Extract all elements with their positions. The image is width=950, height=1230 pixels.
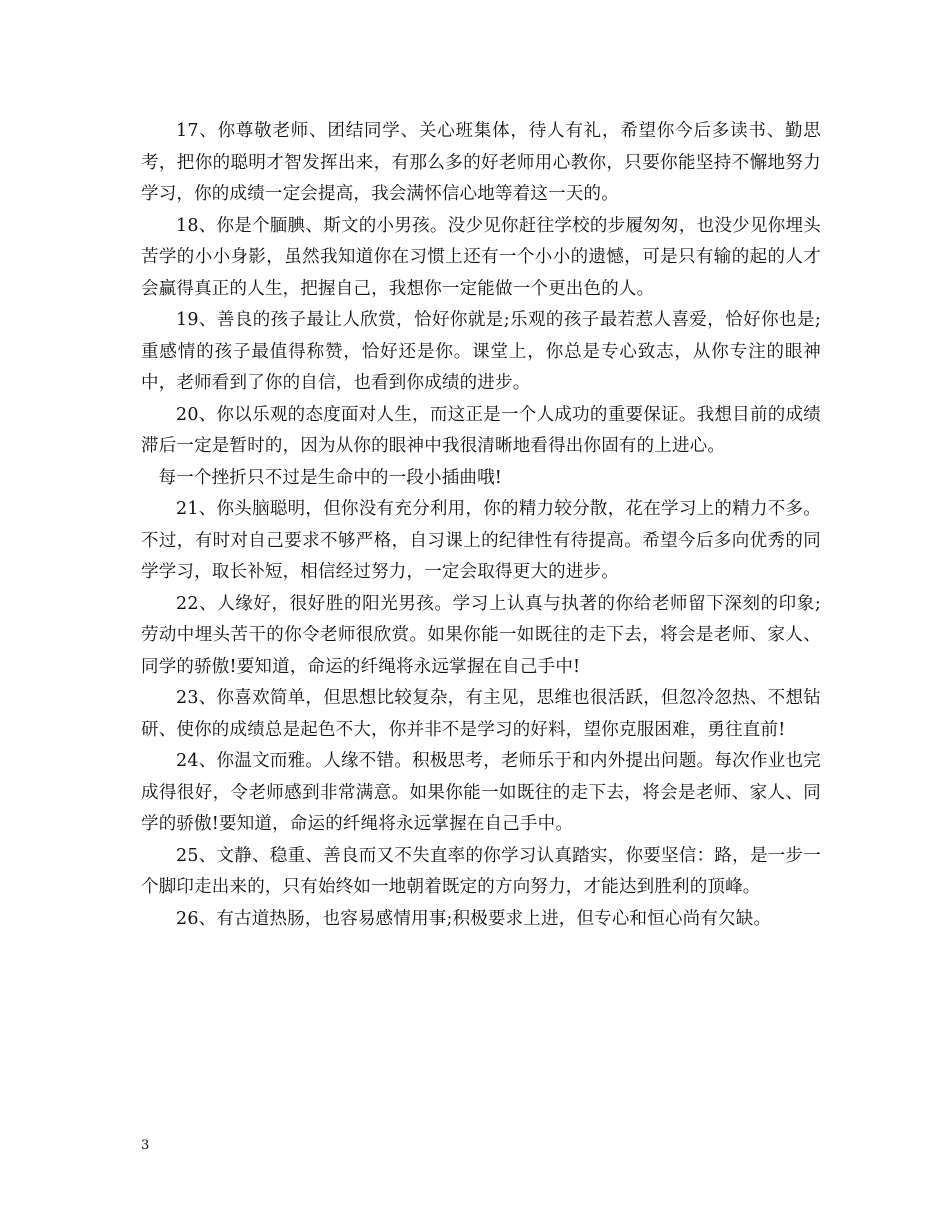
paragraph-19: 19、善良的孩子最让人欣赏，恰好你就是;乐观的孩子最若惹人喜爱，恰好你也是;重感情的孩子最值得称赞，恰好还是你。课堂上，你总是专心致志，从你专注的眼神中，老师看到了你的自信，也看到你成绩的进步。 xyxy=(141,310,821,393)
paragraph-21: 21、你头脑聪明，但你没有充分利用，你的精力较分散，花在学习上的精力不多。不过，有时对自己要求不够严格，自习课上的纪律性有待提高。希望今后多向优秀的同学学习，取长补短，相信经过努力，一定会取得更大的进步。 xyxy=(141,499,821,582)
paragraph-25: 25、文静、稳重、善良而又不失直率的你学习认真踏实，你要坚信：路，是一步一个脚印走出来的，只有始终如一地朝着既定的方向努力，才能达到胜利的顶峰。 xyxy=(141,845,821,897)
document-body xyxy=(141,116,821,935)
paragraph-20-continued: 每一个挫折只不过是生命中的一段小插曲哦! xyxy=(158,467,503,488)
paragraph-24: 24、你温文而雅。人缘不错。积极思考，老师乐于和内外提出问题。每次作业也完成得很好，令老师感到非常满意。如果你能一如既往的走下去，将会是老师、家人、同学的骄傲!要知道，命运的纤绳将永远掌握在自己手中。 xyxy=(141,751,821,834)
page-number: 3 xyxy=(141,1138,150,1153)
paragraph-26: 26、有古道热肠，也容易感情用事;积极要求上进，但专心和恒心尚有欠缺。 xyxy=(176,908,772,929)
paragraph-22: 22、人缘好，很好胜的阳光男孩。学习上认真与执著的你给老师留下深刻的印象;劳动中埋头苦干的你令老师很欣赏。如果你能一如既往的走下去，将会是老师、家人、同学的骄傲!要知道，命运的纤绳将永远掌握在自己手中! xyxy=(141,593,821,677)
paragraph-23: 23、你喜欢简单，但思想比较复杂，有主见，思维也很活跃，但忽冷忽热、不想钻研、使你的成绩总是起色不大，你并非不是学习的好料，望你克服困难，勇往直前! xyxy=(141,688,821,740)
paragraph-20: 20、你以乐观的态度面对人生，而这正是一个人成功的重要保证。我想目前的成绩滞后一定是暂时的，因为从你的眼神中我很清晰地看得出你固有的上进心。 xyxy=(141,404,821,456)
paragraph-18: 18、你是个腼腆、斯文的小男孩。没少见你赶往学校的步履匆匆，也没少见你埋头苦学的小小身影，虽然我知道你在习惯上还有一个小小的遗憾，可是只有输的起的人才会赢得真正的人生，把握自己，我想你一定能做一个更出色的人。 xyxy=(141,215,821,299)
paragraph-17: 17、你尊敬老师、团结同学、关心班集体，待人有礼，希望你今后多读书、勤思考，把你的聪明才智发挥出来，有那么多的好老师用心教你，只要你能坚持不懈地努力学习，你的成绩一定会提高，我会满怀信心地等着这一天的。 xyxy=(141,121,821,204)
